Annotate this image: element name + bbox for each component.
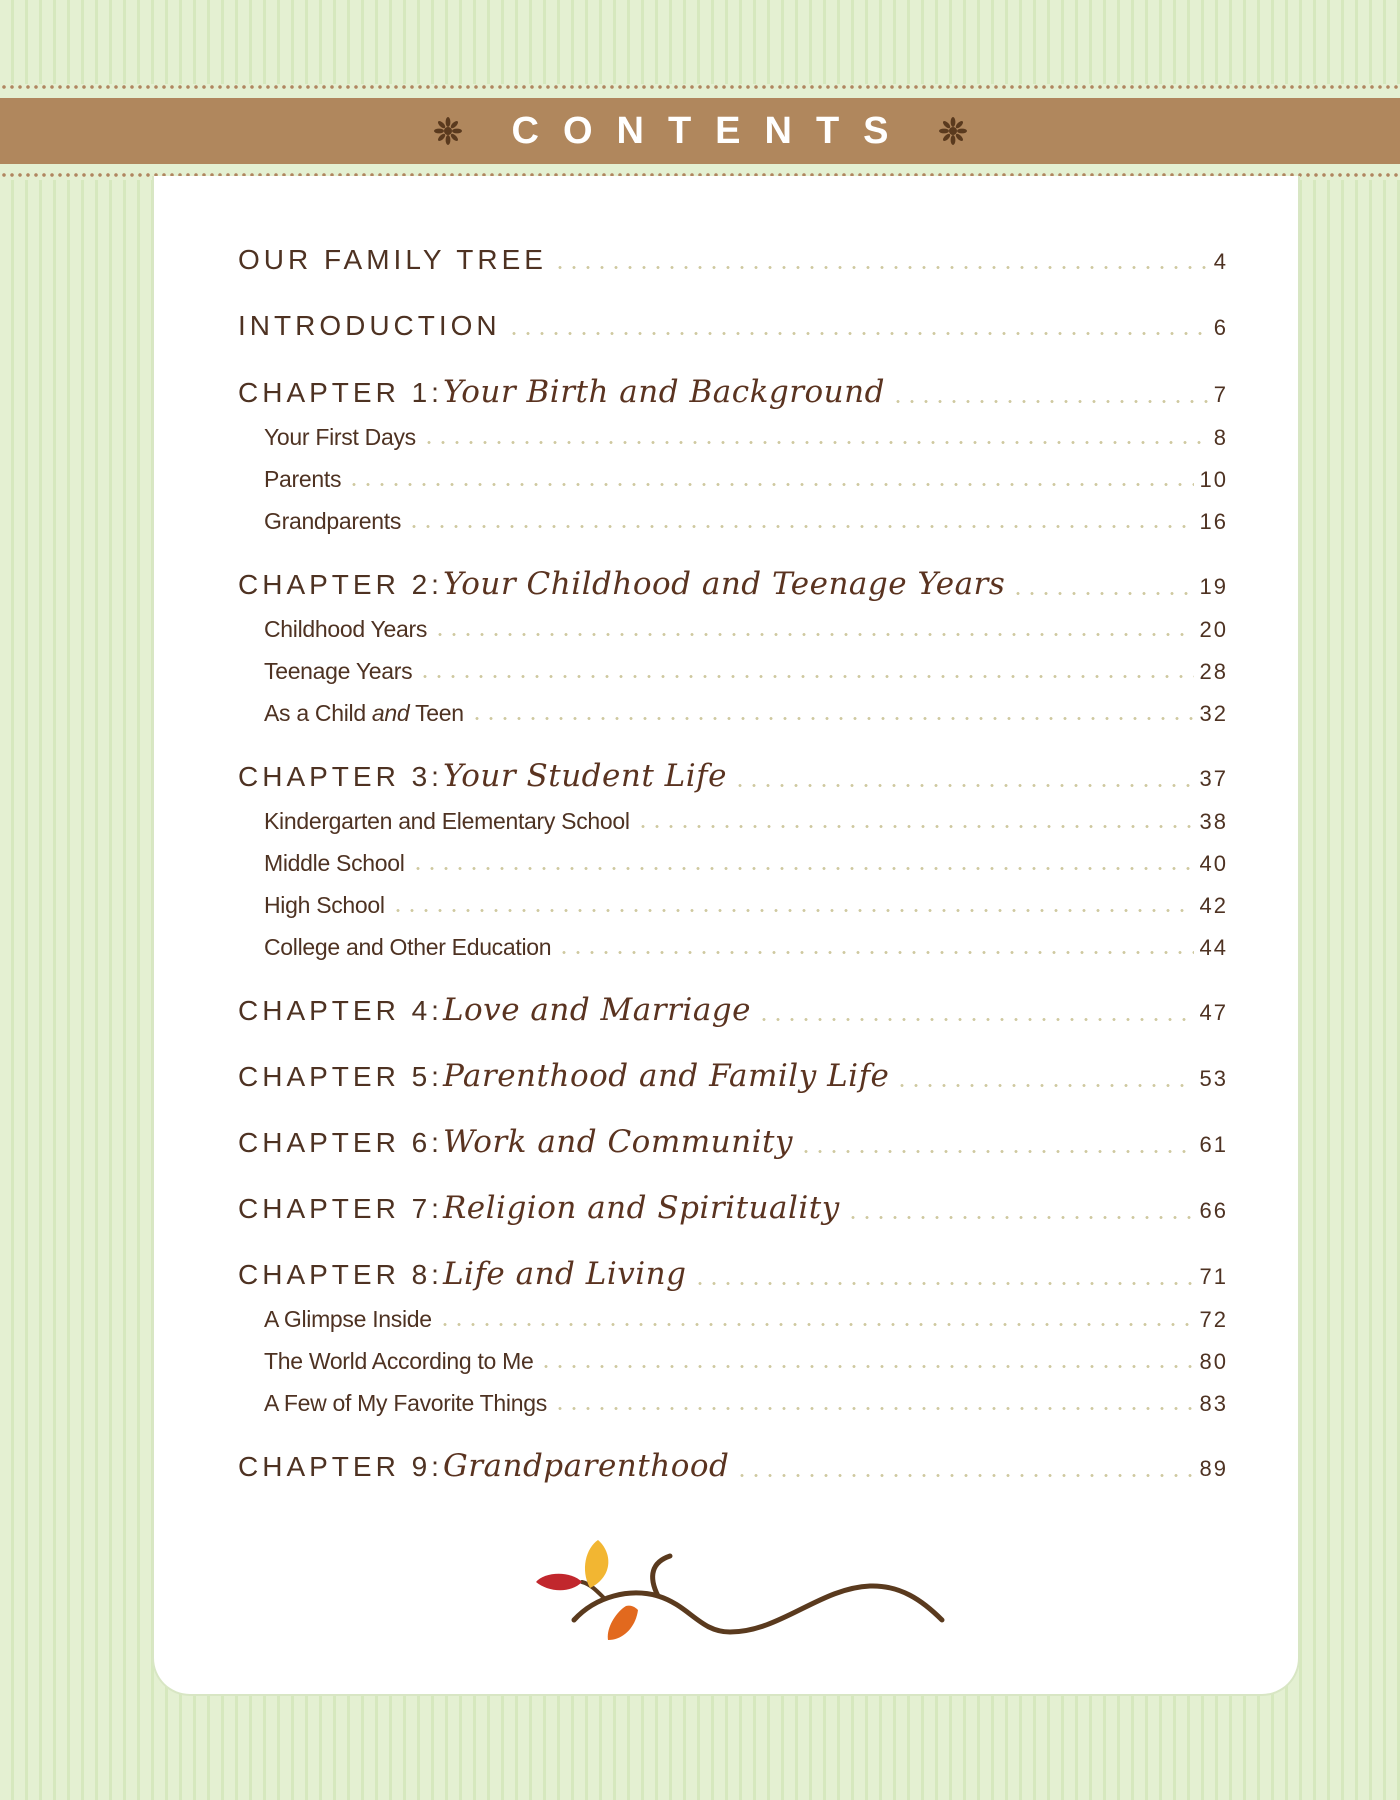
entry-label: Your First Days	[264, 424, 416, 450]
entry-label: A Glimpse Inside	[264, 1306, 432, 1332]
dot-leader	[757, 1018, 1194, 1021]
page-number: 20	[1199, 617, 1228, 642]
page-number: 47	[1199, 1000, 1228, 1025]
dot-leader	[636, 825, 1194, 828]
chapter-title: Parenthood and Family Life	[442, 1058, 890, 1094]
page-number: 66	[1199, 1198, 1228, 1223]
chapter-title: Work and Community	[442, 1124, 793, 1160]
page-number: 71	[1199, 1264, 1228, 1289]
chapter-title: Life and Living	[442, 1256, 687, 1292]
chapter-title: Your Birth and Background	[442, 374, 885, 410]
header-banner	[0, 98, 1400, 164]
dot-leader	[470, 717, 1194, 720]
toc-entry-chapter-9[interactable]	[238, 1448, 1228, 1484]
dot-leader	[539, 1365, 1193, 1368]
branch-with-leaves-icon	[530, 1536, 950, 1646]
page-number: 40	[1199, 851, 1228, 876]
page-number: 61	[1199, 1132, 1228, 1157]
toc-entry-grandparents[interactable]	[264, 508, 1228, 535]
toc-entry-chapter-6[interactable]	[238, 1124, 1228, 1160]
page-number: 37	[1199, 766, 1228, 791]
page-number: 16	[1199, 509, 1228, 534]
page-number: 6	[1213, 315, 1228, 340]
dot-leader	[1011, 592, 1193, 595]
page-number: 32	[1199, 701, 1228, 726]
dot-leader	[557, 951, 1193, 954]
page-number: 10	[1199, 467, 1228, 492]
chapter-title: Grandparenthood	[442, 1448, 730, 1484]
entry-label: High School	[264, 892, 385, 918]
chapter-title: Your Childhood and Teenage Years	[442, 566, 1006, 602]
entry-label-italic: and	[371, 700, 410, 726]
dot-leader	[895, 1084, 1193, 1087]
page-number: 44	[1199, 935, 1228, 960]
toc-entry-chapter-8[interactable]	[238, 1256, 1228, 1292]
dot-leader	[433, 633, 1193, 636]
page-number: 42	[1199, 893, 1228, 918]
dot-leader	[799, 1150, 1194, 1153]
entry-label-end: Teen	[409, 700, 464, 726]
toc-entry-kindergarten[interactable]	[264, 808, 1228, 835]
toc-entry-childhood-years[interactable]	[264, 616, 1228, 643]
entry-label: CHAPTER 9:	[238, 1451, 443, 1482]
page-number: 83	[1199, 1391, 1228, 1416]
flower-icon	[434, 117, 462, 145]
chapter-title: Religion and Spirituality	[442, 1190, 840, 1226]
dot-leader	[891, 400, 1208, 403]
dot-leader	[846, 1216, 1194, 1219]
toc-entry-chapter-1[interactable]	[238, 374, 1228, 410]
toc-entry-introduction[interactable]	[238, 310, 1228, 342]
entry-label-start: As a Child	[264, 700, 372, 726]
dot-leader	[733, 784, 1194, 787]
toc-entry-favorite-things[interactable]	[264, 1390, 1228, 1417]
dot-leader	[693, 1282, 1194, 1285]
toc-entry-glimpse-inside[interactable]	[264, 1306, 1228, 1333]
entry-label: Childhood Years	[264, 616, 428, 642]
page-title: CONTENTS	[511, 109, 913, 152]
toc-entry-world-according-to-me[interactable]	[264, 1348, 1228, 1375]
page-number: 72	[1199, 1307, 1228, 1332]
page-number: 7	[1213, 382, 1228, 407]
toc-entry-middle-school[interactable]	[264, 850, 1228, 877]
entry-label: A Few of My Favorite Things	[264, 1390, 547, 1416]
entry-label: CHAPTER 5:	[238, 1061, 443, 1092]
page-number: 38	[1199, 809, 1228, 834]
flower-icon	[939, 117, 967, 145]
entry-label: The World According to Me	[264, 1348, 534, 1374]
toc-entry-family-tree[interactable]	[238, 244, 1228, 276]
entry-label: CHAPTER 2:	[238, 569, 443, 600]
toc-entry-your-first-days[interactable]	[264, 424, 1228, 451]
entry-label: OUR FAMILY TREE	[238, 244, 547, 275]
dot-leader	[347, 483, 1193, 486]
entry-label: CHAPTER 1:	[238, 377, 443, 408]
page-number: 89	[1199, 1456, 1228, 1481]
entry-label: Teenage Years	[264, 658, 413, 684]
entry-label: CHAPTER 8:	[238, 1259, 443, 1290]
entry-label: Middle School	[264, 850, 405, 876]
dotted-border-top	[0, 84, 1400, 90]
dot-leader	[507, 332, 1208, 335]
dot-leader	[411, 867, 1194, 870]
chapter-title: Love and Marriage	[442, 992, 751, 1028]
toc-entry-chapter-5[interactable]	[238, 1058, 1228, 1094]
page-number: 8	[1213, 425, 1228, 450]
page-number: 4	[1213, 249, 1228, 274]
toc-entry-teenage-years[interactable]	[264, 658, 1228, 685]
entry-label	[264, 700, 464, 727]
entry-label: CHAPTER 4:	[238, 995, 443, 1026]
entry-label: Kindergarten and Elementary School	[264, 808, 630, 834]
dot-leader	[422, 441, 1208, 444]
dot-leader	[438, 1323, 1194, 1326]
entry-label: Parents	[264, 466, 342, 492]
dot-leader	[418, 675, 1193, 678]
entry-label: College and Other Education	[264, 934, 552, 960]
page-number: 28	[1199, 659, 1228, 684]
dot-leader	[407, 525, 1193, 528]
dot-leader	[735, 1474, 1193, 1477]
toc-entry-chapter-7[interactable]	[238, 1190, 1228, 1226]
chapter-title: Your Student Life	[442, 758, 727, 794]
toc-entry-high-school[interactable]	[264, 892, 1228, 919]
toc-entry-college[interactable]	[264, 934, 1228, 961]
entry-label: INTRODUCTION	[238, 310, 501, 341]
page-number: 80	[1199, 1349, 1228, 1374]
toc-entry-chapter-4[interactable]	[238, 992, 1228, 1028]
dot-leader	[553, 266, 1208, 269]
dot-leader	[553, 1407, 1194, 1410]
entry-label: Grandparents	[264, 508, 402, 534]
entry-label: CHAPTER 3:	[238, 761, 443, 792]
toc-entry-chapter-2[interactable]	[238, 566, 1228, 602]
entry-label: CHAPTER 6:	[238, 1127, 443, 1158]
toc-entry-as-a-child-and-teen[interactable]	[264, 700, 1228, 727]
toc-entry-parents[interactable]	[264, 466, 1228, 493]
page-number: 53	[1199, 1066, 1228, 1091]
dot-leader	[391, 909, 1194, 912]
toc-entry-chapter-3[interactable]	[238, 758, 1228, 794]
page-number: 19	[1199, 574, 1228, 599]
entry-label: CHAPTER 7:	[238, 1193, 443, 1224]
